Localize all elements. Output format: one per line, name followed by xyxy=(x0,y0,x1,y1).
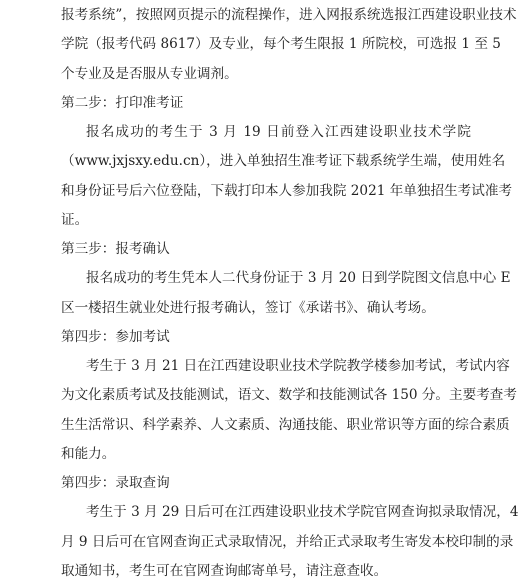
step5-line-1: 考生于 3 月 29 日后可在江西建设职业技术学院官网查询拟录取情况，4 xyxy=(86,504,519,520)
step4-line-4: 和能力。 xyxy=(61,446,116,462)
intro-line-1: 报考系统”，按照网页提示的流程操作，进入网报系统选报江西建设职业技术 xyxy=(61,7,517,23)
step2-heading: 第二步：打印准考证 xyxy=(61,95,184,111)
step3-line-1: 报名成功的考生凭本人二代身份证于 3 月 20 日到学院图文信息中心 E xyxy=(86,270,511,286)
step5-heading: 第四步：录取查询 xyxy=(61,475,170,491)
step4-line-3: 生生活常识、科学素养、人文素质、沟通技能、职业常识等方面的综合素质 xyxy=(61,417,510,433)
step3-heading: 第三步：报考确认 xyxy=(61,241,170,257)
step4-heading: 第四步：参加考试 xyxy=(61,329,170,345)
step5-line-3: 取通知书，考生可在官网查询邮寄单号，请注意查收。 xyxy=(61,563,388,579)
step2-line-4: 证。 xyxy=(61,212,89,228)
step5-line-2: 月 9 日后可在官网查询正式录取情况，并给正式录取考生寄发本校印制的录 xyxy=(61,534,514,550)
step4-line-2: 为文化素质考试及技能测试，语文、数学和技能测试各 150 分。主要考查考 xyxy=(61,387,517,403)
intro-line-2: 学院（报考代码 8617）及专业，每个考生限报 1 所院校，可选报 1 至 5 xyxy=(61,36,501,52)
step2-line-2: （www.jxjsxy.edu.cn），进入单独招生准考证下载系统学生端，使用姓名 xyxy=(61,153,506,169)
step2-line-3: 和身份证号后六位登陆，下载打印本人参加我院 2021 年单独招生考试准考 xyxy=(61,183,513,199)
intro-line-3: 个专业及是否服从专业调剂。 xyxy=(61,66,238,82)
step2-line-1: 报名成功的考生于 3 月 19 日前登入江西建设职业技术学院 xyxy=(86,124,471,140)
step3-line-2: 区一楼招生就业处进行报考确认，签订《承诺书》、确认考场。 xyxy=(61,300,435,316)
step4-line-1: 考生于 3 月 21 日在江西建设职业技术学院教学楼参加考试，考试内容 xyxy=(86,358,510,374)
